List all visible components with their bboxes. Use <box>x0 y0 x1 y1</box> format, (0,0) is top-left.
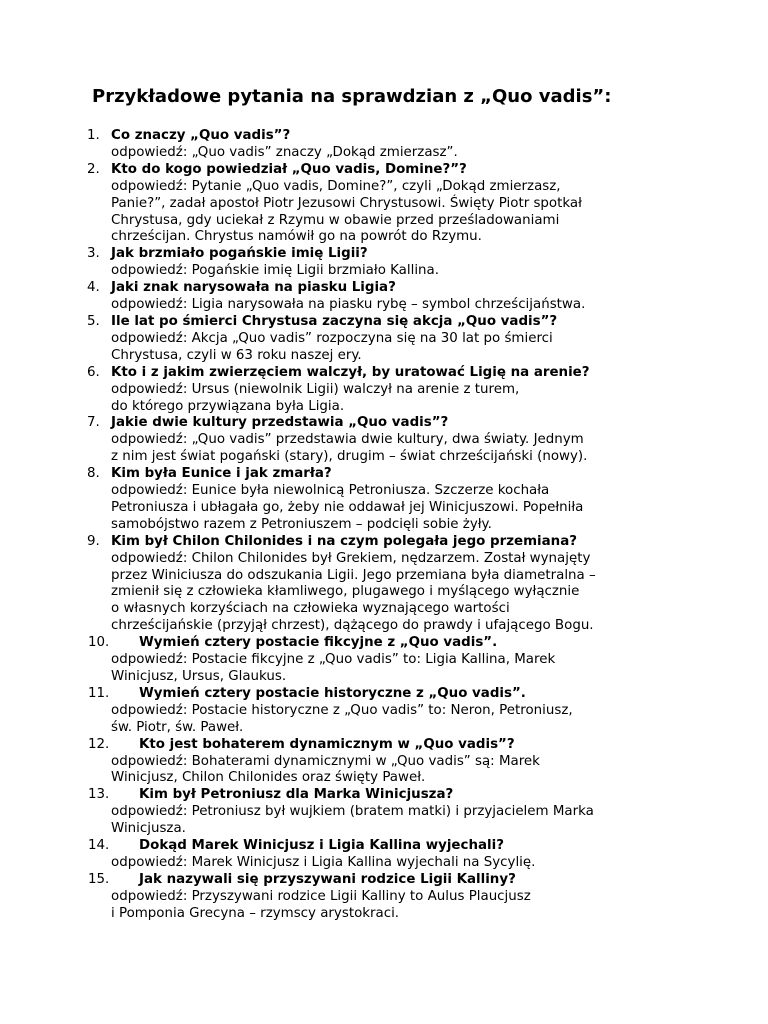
question-text: Wymień cztery postacie historyczne z „Quo vadis”. <box>139 685 526 701</box>
question-text: Jak nazywali się przyszywani rodzice Ligii Kalliny? <box>139 871 516 887</box>
question-list <box>82 128 682 923</box>
answer-text: odpowiedź: Chilon Chilonides był Grekiem, nędzarzem. Został wynajęty przez Winiciusza do odszukania Ligii. Jego przemiana była diametralna – zmienił się z człowieka kłamliwego, plugawego i myślącego wyłącznie o własnych korzyściach na człowieka wyznającego wartości chrześcijańskie (przyjął chrzest), dążącego do prawdy i ufającego Bogu. <box>111 550 596 634</box>
page-title: Przykładowe pytania na sprawdzian z „Quo vadis”: <box>92 86 612 107</box>
list-item <box>82 365 682 416</box>
item-number: 1. <box>87 128 100 143</box>
answer-text: odpowiedź: Postacie fikcyjne z „Quo vadis” to: Ligia Kallina, Marek Winicjusz, Ursus, Glaukus. <box>111 652 556 684</box>
question-text: Ile lat po śmierci Chrystusa zaczyna się akcja „Quo vadis”? <box>111 313 558 329</box>
list-item <box>82 534 682 635</box>
question-text: Jak brzmiało pogańskie imię Ligii? <box>111 246 368 262</box>
list-item <box>82 162 682 247</box>
answer-text: odpowiedź: Ursus (niewolnik Ligii) walczył na arenie z turem, do którego przywiązana była Ligia. <box>111 381 520 414</box>
answer-text: odpowiedź: Akcja „Quo vadis” rozpoczyna się na 30 lat po śmierci Chrystusa, czyli w 63 roku naszej ery. <box>111 330 553 363</box>
list-item <box>82 246 682 280</box>
question-text: Kim był Petroniusz dla Marka Winicjusza? <box>139 787 454 803</box>
list-item <box>82 737 682 788</box>
list-item <box>82 872 682 923</box>
answer-text: odpowiedź: Eunice była niewolnicą Petroniusza. Szczerze kochała Petroniusza i ubłagała go, żeby nie oddawał jej Winicjuszowi. Popełniła samobójstwo razem z Petroniuszem – podcięli sobie żyły. <box>111 483 584 532</box>
list-item <box>82 128 682 162</box>
answer-text: odpowiedź: Marek Winicjusz i Ligia Kallina wyjechali na Sycylię. <box>111 854 536 870</box>
question-text: Jaki znak narysowała na piasku Ligia? <box>111 280 396 296</box>
answer-text: odpowiedź: Postacie historyczne z „Quo vadis” to: Neron, Petroniusz, św. Piotr, św. Paweł. <box>111 702 573 735</box>
item-number: 11. <box>88 685 110 701</box>
item-number: 12. <box>88 736 110 752</box>
answer-text: odpowiedź: „Quo vadis” znaczy „Dokąd zmierzasz”. <box>111 144 458 160</box>
question-text: Wymień cztery postacie fikcyjne z „Quo vadis”. <box>139 635 498 651</box>
item-number: 8. <box>87 466 100 482</box>
item-number: 10. <box>88 635 110 651</box>
question-text: Kim był Chilon Chilonides i na czym polegała jego przemiana? <box>111 533 578 549</box>
list-item <box>82 466 682 534</box>
list-item <box>82 314 682 365</box>
list-item <box>82 415 682 466</box>
item-number: 5. <box>87 313 100 329</box>
answer-text: odpowiedź: Petroniusz był wujkiem (bratem matki) i przyjacielem Marka Winicjusza. <box>111 804 594 837</box>
list-item <box>82 787 682 838</box>
answer-text: odpowiedź: Bohaterami dynamicznymi w „Quo vadis” są: Marek Winicjusz, Chilon Chilonides oraz święty Paweł. <box>111 753 540 786</box>
list-item <box>82 838 682 872</box>
item-number: 9. <box>87 533 100 549</box>
answer-text: odpowiedź: Pytanie „Quo vadis, Domine?”, czyli „Dokąd zmierzasz, Panie?”, zadał apostoł Piotr Jezusowi Chrystusowi. Święty Piotr spotkał Chrystusa, gdy uciekał z Rzymu w obawie przed prześladowaniami chrześcijan. Chrystus namówił go na powrót do Rzymu. <box>111 178 582 245</box>
question-text: Kto i z jakim zwierzęciem walczył, by uratować Ligię na arenie? <box>111 364 590 380</box>
question-text: Kim była Eunice i jak zmarła? <box>111 466 332 482</box>
item-number: 13. <box>88 787 110 803</box>
item-number: 3. <box>87 246 100 262</box>
answer-text: odpowiedź: Przyszywani rodzice Ligii Kalliny to Aulus Plaucjusz i Pomponia Grecyna – rzymscy arystokraci. <box>111 888 531 921</box>
answer-text: odpowiedź: „Quo vadis” przedstawia dwie kultury, dwa światy. Jednym z nim jest świat pogański (stary), drugim – świat chrześcijański (nowy). <box>111 432 588 465</box>
list-item <box>82 686 682 737</box>
item-number: 14. <box>88 838 110 854</box>
item-number: 6. <box>87 364 100 380</box>
list-item <box>82 280 682 314</box>
question-text: Kto do kogo powiedział „Quo vadis, Domine?”? <box>111 161 467 177</box>
question-text: Jakie dwie kultury przedstawia „Quo vadis”? <box>111 415 449 431</box>
question-text: Dokąd Marek Winicjusz i Ligia Kallina wyjechali? <box>139 838 504 854</box>
item-number: 15. <box>88 871 110 887</box>
item-number: 7. <box>87 415 100 431</box>
item-number: 2. <box>87 161 100 177</box>
list-item <box>82 635 682 686</box>
answer-text: odpowiedź: Pogańskie imię Ligii brzmiało Kallina. <box>111 263 439 279</box>
question-text: Kto jest bohaterem dynamicznym w „Quo vadis”? <box>139 736 515 752</box>
item-number: 4. <box>87 280 100 296</box>
answer-text: odpowiedź: Ligia narysowała na piasku rybę – symbol chrześcijaństwa. <box>111 297 586 313</box>
question-text: Co znaczy „Quo vadis”? <box>111 128 291 143</box>
